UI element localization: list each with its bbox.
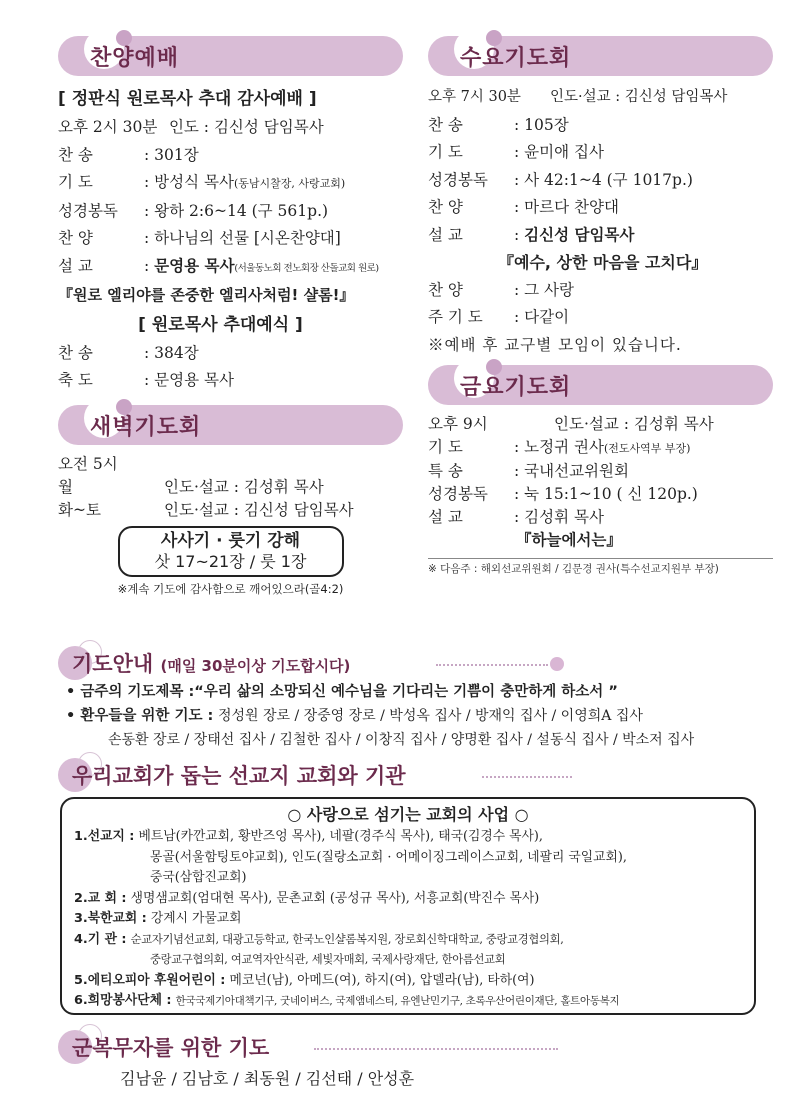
mission-item: 1.선교지 : 베트남(카깐교회, 황반즈엉 목사), 네팔(경주식 목사), 태국(김경수 목사), <box>74 829 543 844</box>
dotted-line <box>482 776 572 778</box>
mission-item: 2.교 회 : 생명샘교회(엄대현 목사), 문촌교회 (공성규 목사), 서흥교회(박진수 목사) <box>74 890 540 906</box>
worship-row: 설 교 : 문영용 목사(서울동노회 전노회장 산돌교회 원로) <box>58 256 379 275</box>
wednesday-row: 설 교 : 김신성 담임목사 <box>428 225 635 244</box>
wednesday-title: 수요기도회 <box>460 46 572 71</box>
verse-note: ※계속 기도에 감사함으로 깨어있으라(골4:2) <box>117 581 344 596</box>
worship-banner <box>58 36 403 76</box>
dawn-row: 월 인도·설교 : 김성휘 목사 <box>58 477 324 496</box>
worship-row: 찬 송 : 301장 <box>58 145 199 164</box>
friday-time-row: 오후 9시 인도·설교 : 김성휘 목사 <box>428 415 714 433</box>
sick-prayer-list: • 환우들을 위한 기도 : 정성원 장로 / 장중영 장로 / 박성옥 집사 / 방재익 집사 / 이영희A 집사 <box>66 708 643 724</box>
missions-box <box>60 797 756 1015</box>
friday-title: 금요기도회 <box>460 375 572 400</box>
dawn-row: 화~토 인도·설교 : 김신성 담임목사 <box>58 500 354 519</box>
study-title: 사사기 · 룻기 강해 <box>160 530 301 551</box>
special-service-title: [ 정판식 원로목사 추대 감사예배 ] <box>58 89 317 109</box>
wednesday-row: 찬 양 : 마르다 찬양대 <box>428 198 619 216</box>
friday-sermon-title: 『하늘에서는』 <box>516 531 622 549</box>
worship-row: 찬 양 : 하나님의 선물 [시온찬양대] <box>58 229 341 247</box>
missions-header <box>58 758 758 792</box>
ordination-title: [ 원로목사 추대예식 ] <box>138 314 303 335</box>
dotted-line <box>314 1048 558 1050</box>
ordination-row: 찬 송 : 384장 <box>58 343 199 362</box>
ordination-row: 축 도 : 문영용 목사 <box>58 371 234 389</box>
wednesday-row: 주 기 도 : 다같이 <box>428 308 570 326</box>
dotted-line <box>436 664 548 666</box>
right-column <box>428 36 773 576</box>
friday-row: 설 교 : 김성휘 목사 <box>428 508 604 526</box>
worship-sermon-title: 『원로 엘리야를 존중한 엘리사처럼! 샬롬!』 <box>58 286 355 304</box>
friday-row: 특 송 : 국내선교위원회 <box>428 462 629 480</box>
soldiers-header <box>58 1030 758 1064</box>
wednesday-banner <box>428 36 773 76</box>
friday-banner <box>428 365 773 405</box>
mission-item: 3.북한교회 : 강계시 가물교회 <box>74 911 242 926</box>
dawn-time: 오전 5시 <box>58 454 118 473</box>
wednesday-time-row: 오후 7시 30분 인도·설교 : 김신성 담임목사 <box>428 89 728 105</box>
worship-row: 성경봉독 : 왕하 2:6~14 (구 561p.) <box>58 201 329 220</box>
mission-item-cont: 중국(삼합진교회) <box>150 870 247 885</box>
missions-title: 우리교회가 돕는 선교지 교회와 기관 <box>72 764 406 788</box>
study-range: 삿 17~21장 / 룻 1장 <box>154 551 307 571</box>
wednesday-row: 기 도 : 윤미애 집사 <box>428 143 604 161</box>
mission-item: 4.기 관 : 순교자기념선교회, 대광고등학교, 한국노인샬롬복지원, 장로회신학대학교, 중랑교경협의회, <box>74 931 564 947</box>
end-dot-icon <box>550 657 564 671</box>
mission-item-cont: 중랑교구협의회, 여교역자안식관, 세빛자매회, 국제사랑재단, 한아름선교회 <box>150 953 506 966</box>
mission-item: 5.에티오피아 후원어린이 : 메코넌(남), 아메드(여), 하지(여), 압델라(남), 타하(여) <box>74 972 535 988</box>
dawn-title: 새벽기도회 <box>90 414 202 440</box>
mission-item: 6.희망봉사단체 : 한국국제기아대책기구, 굿네이버스, 국제앰네스티, 유엔난민기구, 초록우산어린이재단, 홀트아동복지 <box>74 993 620 1008</box>
missions-box-title: ○ 사랑으로 섬기는 교회의 사업 ○ <box>287 805 529 824</box>
prayer-guide-header <box>58 646 758 680</box>
dawn-banner <box>58 405 403 445</box>
prayer-guide-title: 기도안내 (매일 30분이상 기도합시다) <box>72 652 351 676</box>
wednesday-row: 찬 송 : 105장 <box>428 115 569 134</box>
prayer-guide-body <box>66 680 786 752</box>
wednesday-sermon-title: 『예수, 상한 마음을 고치다』 <box>498 253 708 272</box>
wednesday-row: 성경봉독 : 사 42:1~4 (구 1017p.) <box>428 170 693 189</box>
bible-study-box <box>118 526 344 577</box>
worship-time-row: 오후 2시 30분 인도 : 김신성 담임목사 <box>58 118 324 136</box>
next-week-note: ※ 다음주 : 해외선교위원회 / 김문경 권사(특수선교지원부 부장) <box>428 558 773 576</box>
worship-row: 기 도 : 방성식 목사(동남시찰장, 사랑교회) <box>58 173 346 191</box>
friday-row: 성경봉독 : 눅 15:1~10 ( 신 120p.) <box>428 485 698 503</box>
wednesday-row: 찬 양 : 그 사랑 <box>428 280 575 299</box>
weekly-prayer-topic: • 금주의 기도제목 :“우리 삶의 소망되신 예수님을 기다리는 기쁨이 충만하게 하소서 ” <box>66 684 618 700</box>
friday-row: 기 도 : 노정귀 권사(전도사역부 부장) <box>428 438 691 456</box>
left-column <box>58 36 403 597</box>
mission-item-cont: 몽골(서울함팅토야교회), 인도(질랑소교회 · 어메이징그레이스교회, 네팔리 국일교회), <box>150 849 627 865</box>
soldiers-title: 군복무자를 위한 기도 <box>72 1036 270 1060</box>
soldiers-names: 김남윤 / 김남호 / 최동원 / 김선태 / 안성훈 <box>120 1069 415 1088</box>
worship-title: 찬양예배 <box>90 46 180 71</box>
sick-prayer-list-cont: 손동환 장로 / 장태선 집사 / 김철한 집사 / 이창직 집사 / 양명환 집사 / 설동식 집사 / 박소저 집사 <box>108 732 695 748</box>
wednesday-notice: ※예배 후 교구별 모임이 있습니다. <box>428 335 682 354</box>
